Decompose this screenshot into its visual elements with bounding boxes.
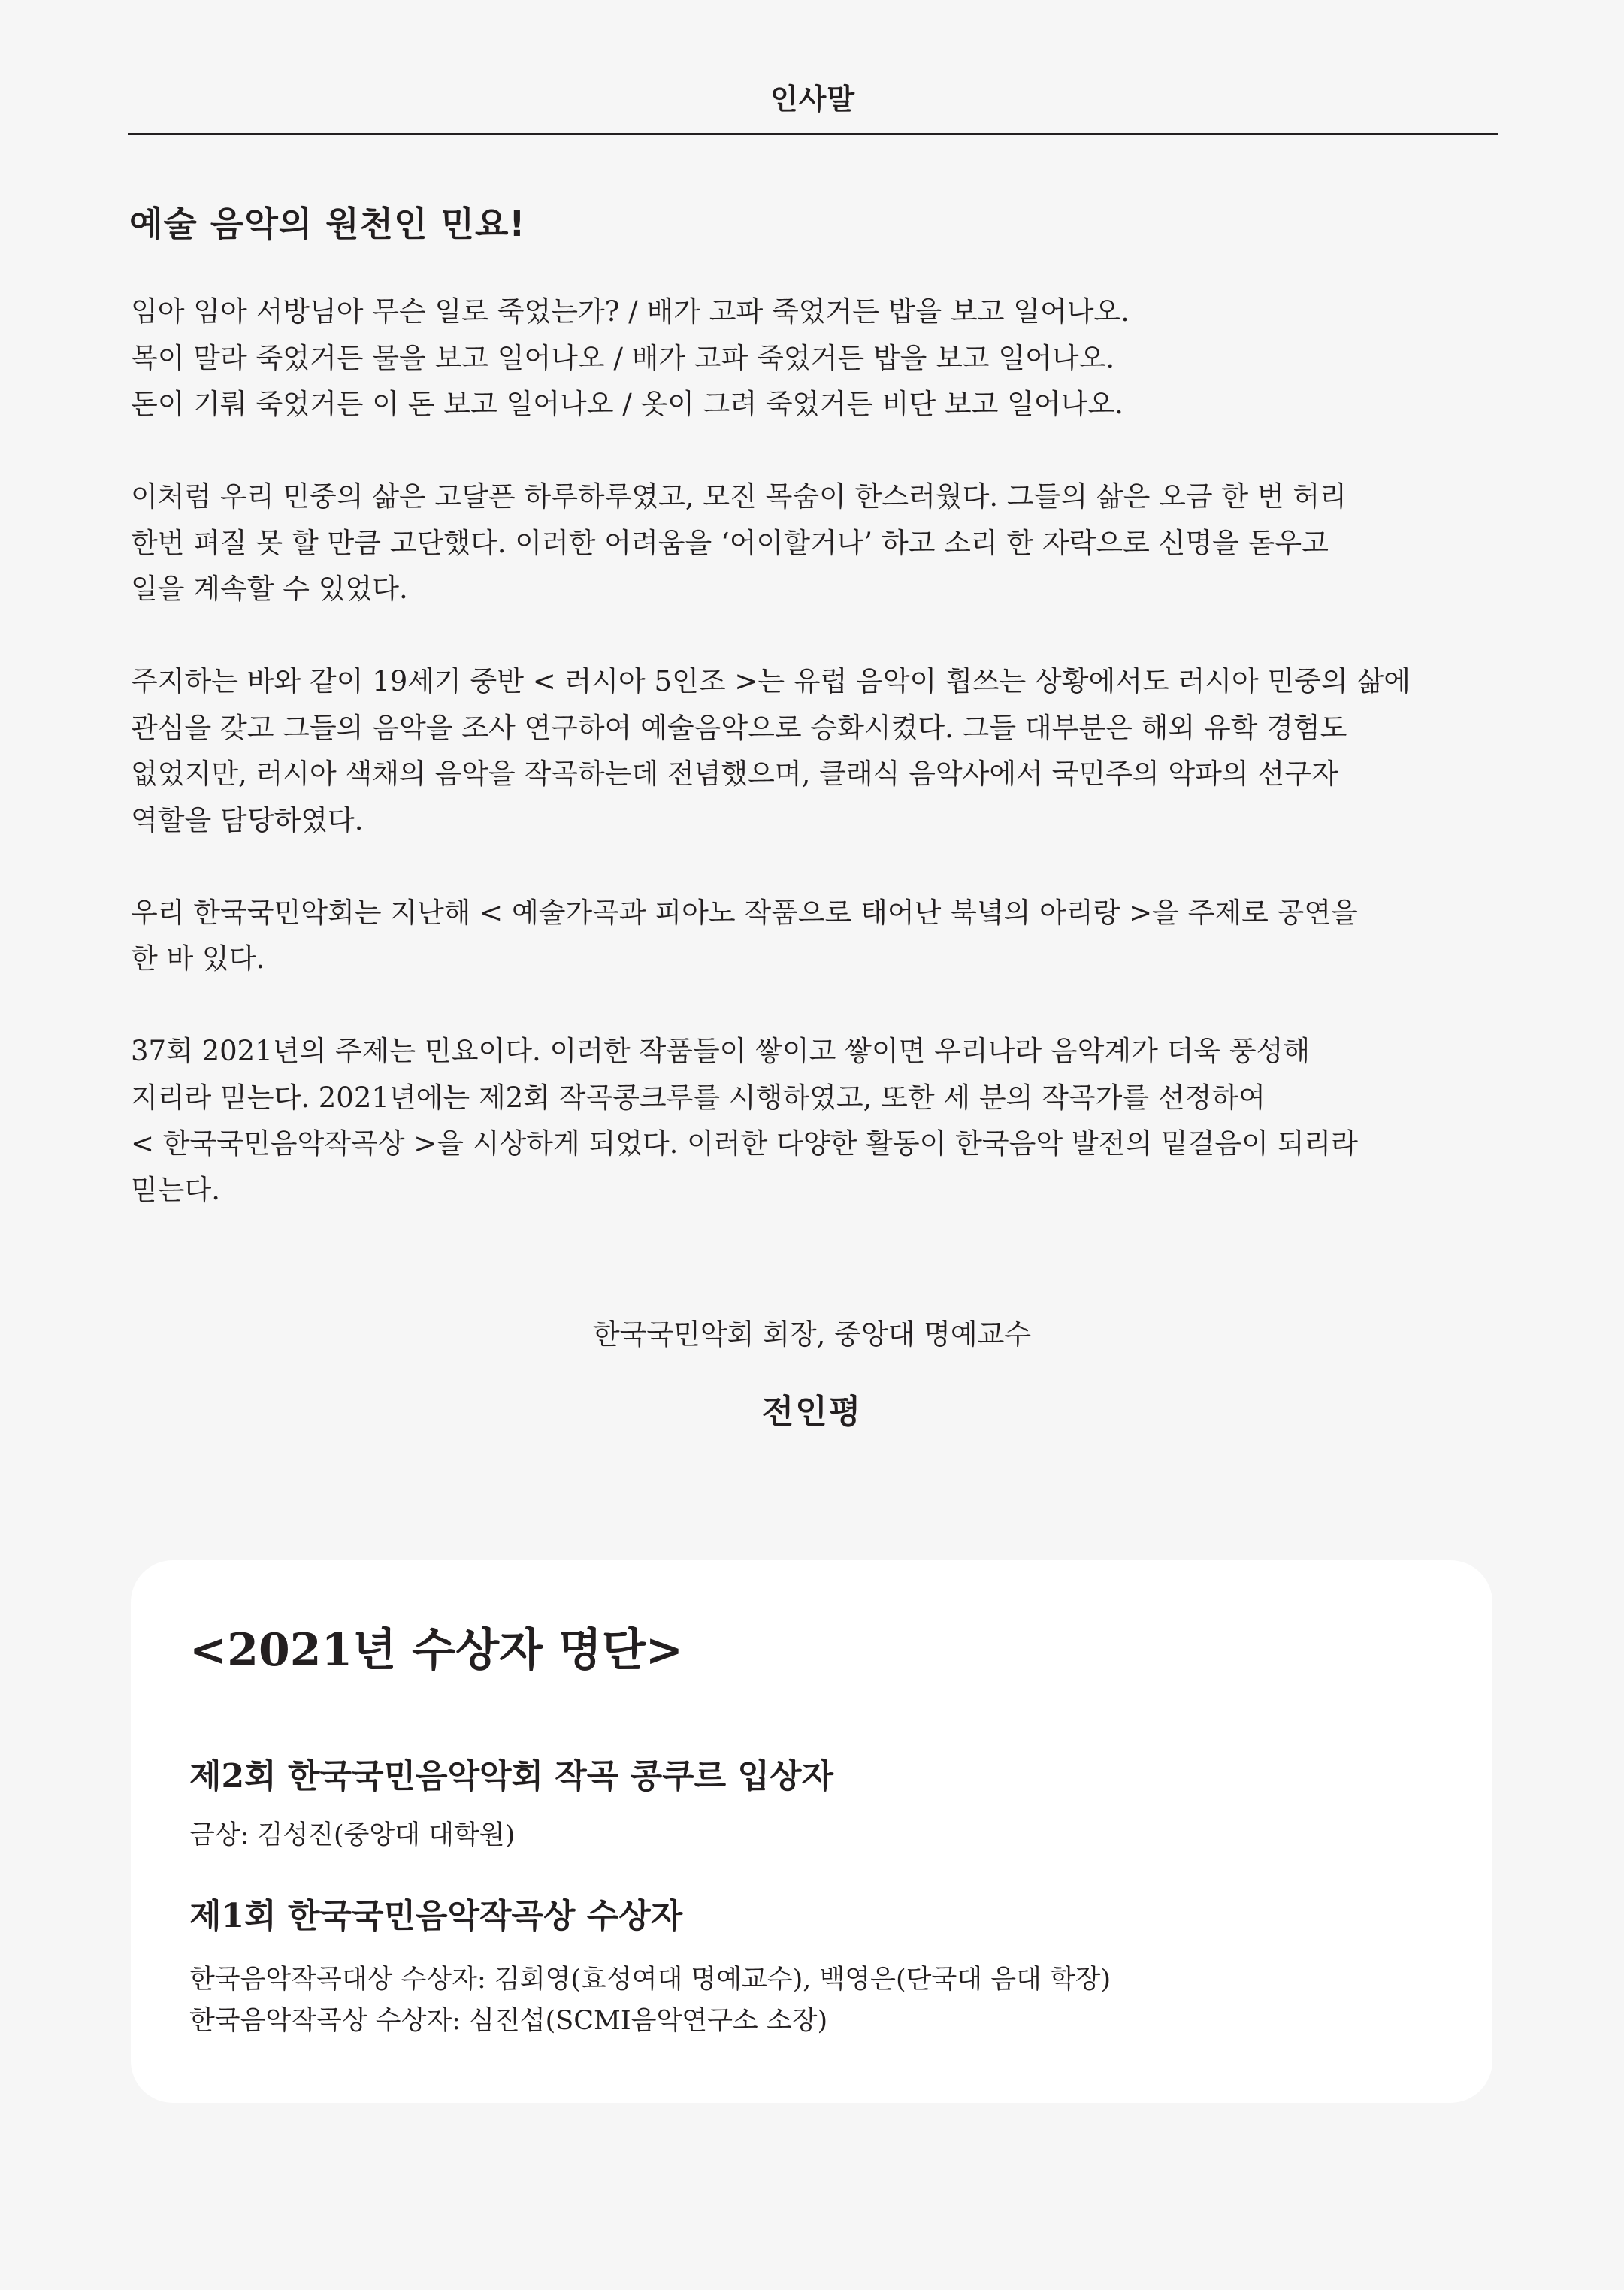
award-entry: 한국음악작곡대상 수상자: 김회영(효성여대 명예교수), 백영은(단국대 음대 학장) bbox=[189, 1965, 1111, 1995]
text-line: 이처럼 우리 민중의 삶은 고달픈 하루하루였고, 모진 목숨이 한스러웠다. 그들의 삶은 오금 한 번 허리 bbox=[131, 480, 1347, 513]
text-line: 37회 2021년의 주제는 민요이다. 이러한 작품들이 쌓이고 쌓이면 우리나라 음악계가 더욱 풍성해 bbox=[131, 1035, 1311, 1067]
text-line: 관심을 갖고 그들의 음악을 조사 연구하여 예술음악으로 승화시켰다. 그들 대부분은 해외 유학 경험도 bbox=[131, 711, 1347, 744]
text-line: 우리 한국국민악회는 지난해 < 예술가곡과 피아노 작품으로 태어난 북녘의 아리랑 >을 주제로 공연을 bbox=[131, 896, 1358, 929]
body-paragraph bbox=[131, 890, 1495, 982]
body-paragraph bbox=[131, 658, 1495, 843]
text-line: 없었지만, 러시아 색채의 음악을 작곡하는데 전념했으며, 클래식 음악사에서 국민주의 악파의 선구자 bbox=[131, 758, 1338, 790]
signature-name: 전인평 bbox=[761, 1393, 863, 1431]
poem-paragraph bbox=[131, 289, 1495, 428]
text-line: 주지하는 바와 같이 19세기 중반 < 러시아 5인조 >는 유럽 음악이 휩쓰는 상황에서도 러시아 민중의 삶에 bbox=[131, 665, 1411, 697]
award-entry: 금상: 김성진(중앙대 대학원) bbox=[189, 1820, 516, 1850]
text-line: 한 바 있다. bbox=[131, 942, 265, 975]
text-line: 일을 계속할 수 있었다. bbox=[131, 573, 408, 605]
text-line: 임아 임아 서방님아 무슨 일로 죽었는가? / 배가 고파 죽었거든 밥을 보고 일어나오. bbox=[131, 295, 1130, 328]
text-line: 믿는다. bbox=[131, 1173, 220, 1206]
text-line: 지리라 믿는다. 2021년에는 제2회 작곡콩크루를 시행하였고, 또한 세 분의 작곡가를 선정하여 bbox=[131, 1081, 1266, 1114]
signature-role: 한국국민악회 회장, 중앙대 명예교수 bbox=[592, 1318, 1032, 1351]
award-section-title: 제1회 한국국민음악작곡상 수상자 bbox=[189, 1897, 683, 1935]
text-line: 역할을 담당하였다. bbox=[131, 803, 364, 836]
awards-title: <2021년 수상자 명단> bbox=[189, 1624, 684, 1677]
body-paragraph bbox=[131, 473, 1495, 613]
awards-card bbox=[131, 1560, 1492, 2103]
text-line: < 한국국민음악작곡상 >을 시상하게 되었다. 이러한 다양한 활동이 한국음악 발전의 밑걸음이 되리라 bbox=[131, 1127, 1358, 1160]
body-paragraph bbox=[131, 1028, 1495, 1213]
award-section-title: 제2회 한국국민음악악회 작곡 콩쿠르 입상자 bbox=[189, 1757, 833, 1795]
article-body bbox=[131, 289, 1495, 1213]
award-entry: 한국음악작곡상 수상자: 심진섭(SCMI음악연구소 소장) bbox=[189, 2006, 828, 2036]
text-line: 목이 말라 죽었거든 물을 보고 일어나오 / 배가 고파 죽었거든 밥을 보고 일어나오. bbox=[131, 341, 1115, 374]
text-line: 돈이 기뤄 죽었거든 이 돈 보고 일어나오 / 옷이 그려 죽었거든 비단 보고 일어나오. bbox=[131, 388, 1123, 420]
article-headline: 예술 음악의 원천인 민요! bbox=[129, 204, 526, 244]
page-header bbox=[128, 72, 1498, 135]
page-title: 인사말 bbox=[770, 83, 856, 116]
text-line: 한번 펴질 못 할 만큼 고단했다. 이러한 어려움을 ‘어이할거나’ 하고 소리 한 자락으로 신명을 돋우고 bbox=[131, 526, 1329, 559]
